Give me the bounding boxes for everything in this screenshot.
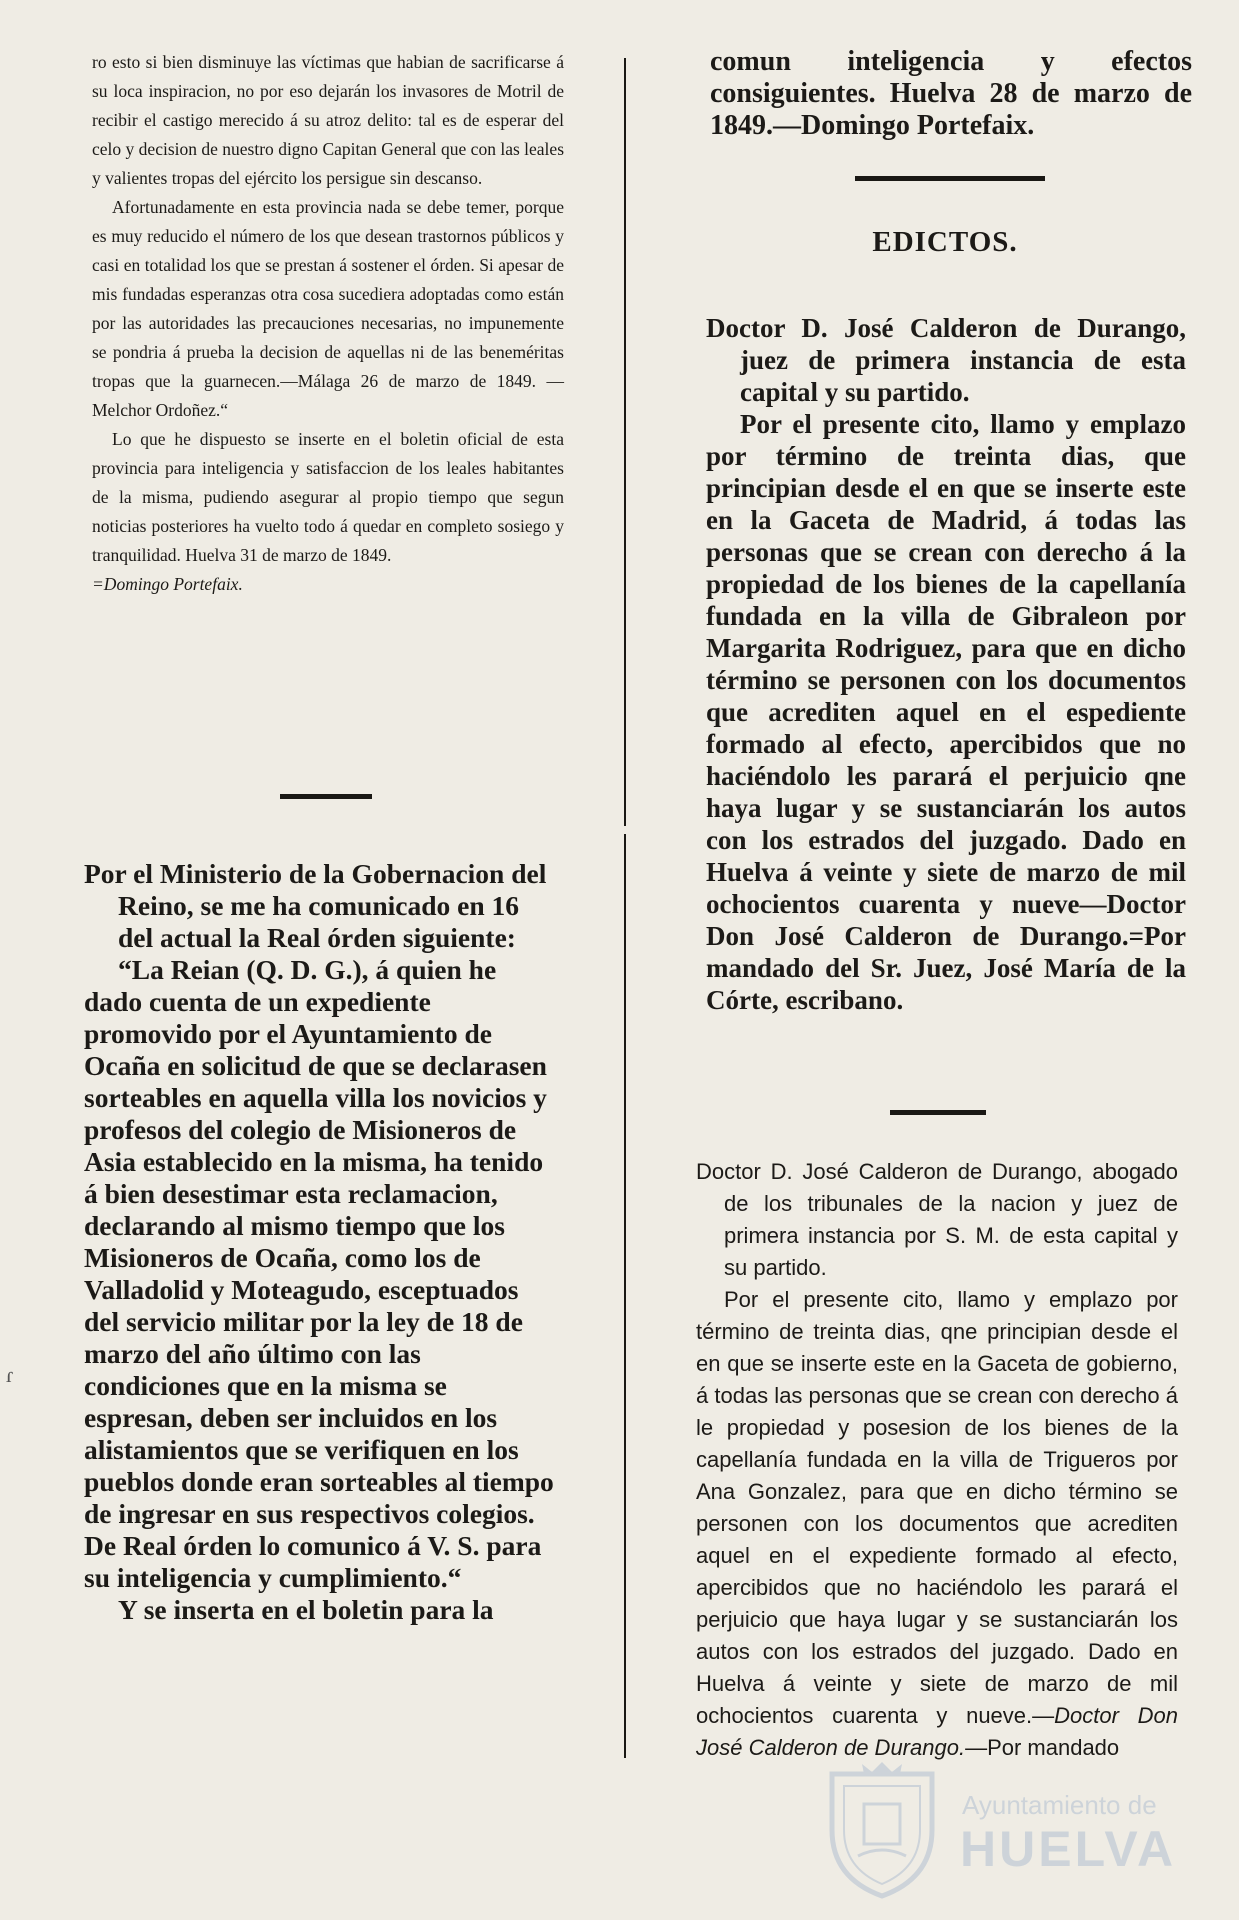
- edicto-heading: Doctor D. José Calderon de Durango, abogado de los tribunales de la nacion y juez de primera instancia por S. M. de esta capital y su partido.: [696, 1159, 1178, 1280]
- margin-mark: ɾ: [6, 1362, 14, 1387]
- ministerio-notice: [84, 858, 560, 1626]
- edicto-1: [706, 312, 1186, 1016]
- notice-lead: Por el Ministerio de la Gobernacion del Reino, se me ha comunicado en 16 del actual la Real órden siguiente:: [84, 858, 547, 953]
- paragraph-text: Lo que he dispuesto se inserte en el boletin oficial de esta provincia para inteligencia y satisfaccion de los leales habitantes de la misma, pudiendo asegurar al propio tiempo que segun noticias posteriores ha vuelto todo á quedar en completo sosiego y tranquilidad. Huelva 31 de marzo de 1849.: [92, 429, 564, 565]
- signature: =Domingo Portefaix.: [92, 574, 243, 594]
- edicto-heading: Doctor D. José Calderon de Durango, juez de primera instancia de esta capital y su partido.: [706, 313, 1186, 407]
- paragraph: ro esto si bien disminuye las víctimas que habian de sacrificarse á su loca inspiracion, no por eso dejarán los invasores de Motril de recibir el castigo merecido á su atroz delito: tal es de esperar del celo y decision de nuestro digno Capitan General que con las leales y valientes tropas del ejército los persigue sin descanso.: [92, 52, 564, 188]
- left-column-text: [92, 48, 564, 599]
- edicto-body: Por el presente cito, llamo y emplazo por término de treinta dias, que principian desde el en que se inserte este en la Gaceta de Madrid, á todas las personas que se crean con derecho á la propiedad de los bienes de la capellanía fundada en la villa de Gibraleon por Margarita Rodriguez, para que en dicho término se personen con los documentos que acrediten aquel en el espediente formado al efecto, apercibidos que no haciéndolo les parará el perjuicio qne haya lugar y se sustanciarán los autos con los estrados del juzgado. Dado en Huelva á veinte y siete de marzo de mil ochocientos cuarenta y nueve—Doctor Don José Calderon de Durango.=Por mandado del Sr. Juez, José María de la Córte, escribano.: [706, 409, 1186, 1015]
- edicto-body-text: Por el presente cito, llamo y emplazo por término de treinta dias, qne principian desde el en que se inserte este en la Gaceta de gobierno, á todas las personas que se crean con derecho á le propiedad y posesion de los bienes de la capellanía fundada en la villa de Trigueros por Ana Gonzalez, para que en dicho término se personen con los documentos que acrediten aquel en el expediente formado al efecto, apercibidos que no haciéndolo les parará el perjuicio que haya lugar y se sustanciarán los autos con los estrados del juzgado. Dado en Huelva á veinte y siete de marzo de mil ochocientos cuarenta y nueve.—: [696, 1287, 1178, 1728]
- notice-closing: Y se inserta en el boletin para la: [118, 1594, 494, 1625]
- edicto-signature: Doctor Don José Calderon de Durango.: [696, 1703, 1178, 1760]
- column-separator: [624, 58, 626, 826]
- edicto-body: [696, 1284, 1178, 1764]
- paragraph: [92, 425, 564, 599]
- section-divider: [280, 794, 372, 799]
- section-title: EDICTOS.: [872, 226, 1018, 258]
- edicto-2: [696, 1156, 1178, 1764]
- section-divider: [890, 1110, 986, 1115]
- shield-logo-icon: [822, 1760, 942, 1900]
- section-divider: [855, 176, 1045, 181]
- edicto-tail: —Por mandado: [965, 1735, 1120, 1760]
- ayuntamiento-watermark: [822, 1760, 1177, 1900]
- watermark-line2: HUELVA: [960, 1821, 1177, 1877]
- right-continuation: comun inteligencia y efectos consiguientes. Huelva 28 de marzo de 1849.—Domingo Portefaix.: [710, 46, 1192, 141]
- notice-body: “La Reian (Q. D. G.), á quien he dado cuenta de un expediente promovido por el Ayuntamiento de Ocaña en solicitud de que se declarasen sorteables en aquella villa los novicios y profesos del colegio de Misioneros de Asia establecido en la misma, ha tenido á bien desestimar esta reclamacion, declarando al mismo tiempo que los Misioneros de Ocaña, como los de Valladolid y Moteagudo, esceptuados del servicio militar por la ley de 18 de marzo del año último con las condiciones que en la misma se espresan, deben ser incluidos en los alistamientos que se verifiquen en los pueblos donde eran sorteables al tiempo de ingresar en sus respectivos colegios. De Real órden lo comunico á V. S. para su inteligencia y cumplimiento.“: [84, 954, 554, 1593]
- paragraph: Afortunadamente en esta provincia nada se debe temer, porque es muy reducido el número de los que desean trastornos públicos y casi en totalidad los que se prestan á sostener el órden. Si apesar de mis fundadas esperanzas otra cosa sucediera adoptadas como están por las autoridades las precauciones necesarias, no impunemente se pondria á prueba la decision de aquellas ni de las beneméritas tropas que la guarnecen.—Málaga 26 de marzo de 1849. —Melchor Ordoñez.“: [92, 197, 564, 420]
- column-separator: [624, 834, 626, 1758]
- watermark-line1: Ayuntamiento de: [962, 1790, 1157, 1820]
